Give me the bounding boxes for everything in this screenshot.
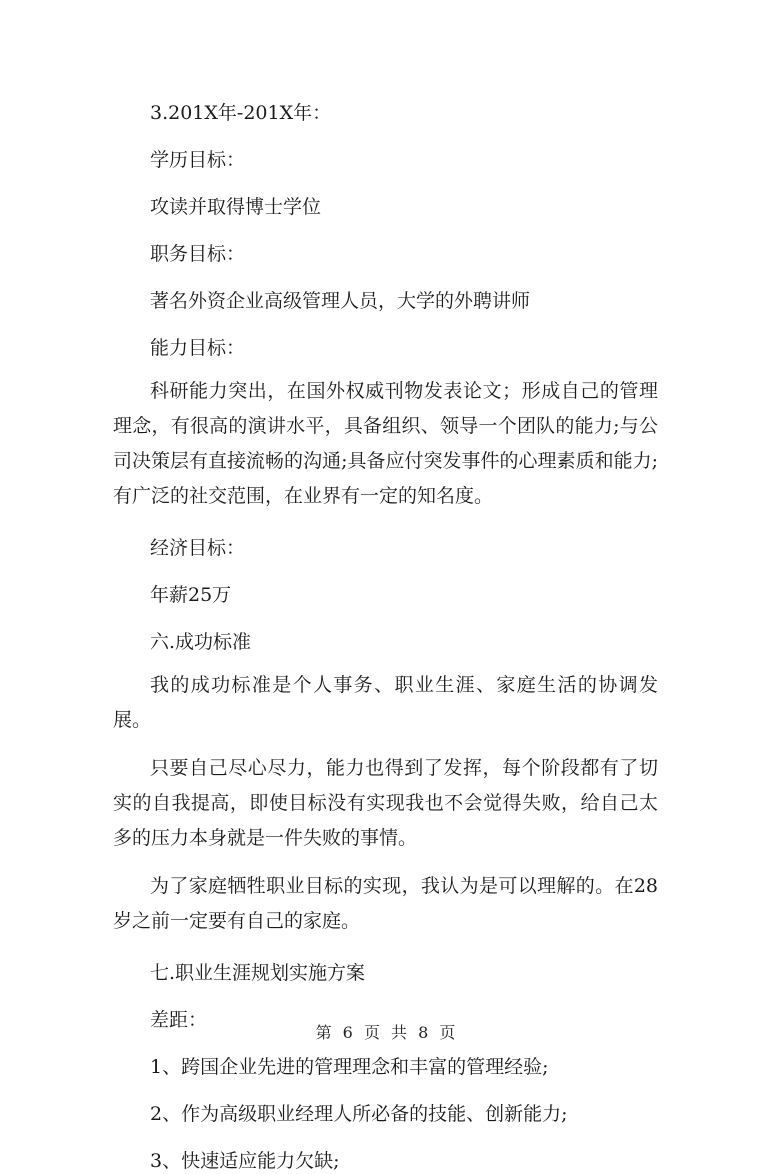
ability-goal-label: 能力目标：: [150, 337, 246, 359]
gap-item-3: 3、快速适应能力欠缺;: [150, 1150, 340, 1172]
section-6-title: 六.成功标准: [150, 631, 252, 653]
family-paragraph: 为了家庭牺牲职业目标的实现，我认为是可以理解的。在28岁之前一定要有自己的家庭。: [113, 875, 658, 932]
position-goal-label: 职务目标：: [150, 243, 246, 265]
economic-goal-label: 经济目标：: [150, 537, 246, 559]
effort-paragraph: 只要自己尽心尽力，能力也得到了发挥，每个阶段都有了切实的自我提高，即使目标没有实现我也不会觉得失败，给自己太多的压力本身就是一件失败的事情。: [113, 757, 658, 849]
gap-item-1: 1、跨国企业先进的管理理念和丰富的管理经验;: [150, 1056, 549, 1078]
education-goal-text: 攻读并取得博士学位: [150, 196, 322, 218]
education-goal-label: 学历目标：: [150, 149, 246, 171]
section-7-title: 七.职业生涯规划实施方案: [150, 962, 366, 984]
ability-goal-paragraph: 科研能力突出，在国外权威刊物发表论文；形成自己的管理理念，有很高的演讲水平，具备组织、领导一个团队的能力;与公司决策层有直接流畅的沟通;具备应付突发事件的心理素质和能力;有广泛的社交范围，在业界有一定的知名度。: [113, 380, 658, 507]
gap-item-2: 2、作为高级职业经理人所必备的技能、创新能力;: [150, 1103, 568, 1125]
period-heading: 3.201X年-201X年：: [150, 102, 332, 124]
gap-label: 差距：: [150, 1009, 208, 1031]
page-number-footer: 第 6 页 共 8 页: [315, 1023, 459, 1042]
success-standard-paragraph: 我的成功标准是个人事务、职业生涯、家庭生活的协调发展。: [113, 674, 658, 731]
salary-text: 年薪25万: [150, 584, 232, 606]
position-goal-text: 著名外资企业高级管理人员，大学的外聘讲师: [150, 290, 531, 312]
document-body: [113, 100, 658, 1174]
